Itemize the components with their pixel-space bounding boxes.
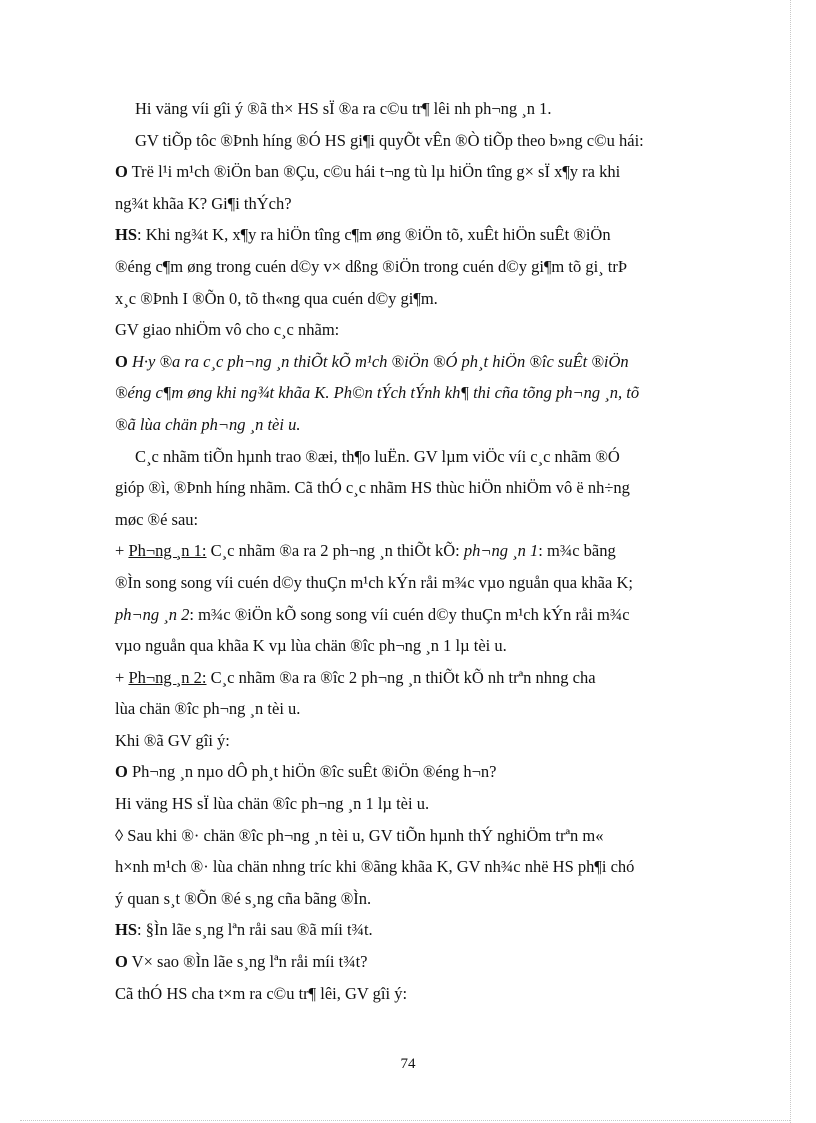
option-marker: + [115, 667, 129, 687]
line-text: Ph¬ng ¸n nµo dÔ ph¸t hiÖn ®îc suÊt ®iÖn ®éng h¬n? [127, 762, 497, 782]
question-line [115, 346, 739, 378]
body-line [115, 188, 739, 220]
line-text: gióp ®ì, ®Þnh híng nhãm. Cã thÓ c¸c nhãm HS thùc hiÖn nhiÖm vô ë nh÷ng [115, 478, 630, 498]
option-line [115, 662, 739, 694]
body-line [115, 693, 739, 725]
line-text: ®ã lùa chän ph¬ng ¸n tèi u. [115, 414, 301, 434]
line-text: ®éng c¶m øng trong cuén d©y v× dßng ®iÖn trong cuén d©y gi¶m tõ gi¸ trÞ [115, 256, 628, 276]
line-text: : Khi ng¾t K, x¶y ra hiÖn tîng c¶m øng ®iÖn tõ, xuÊt hiÖn suÊt ®iÖn [137, 225, 611, 245]
answer-line [115, 914, 739, 946]
line-text: x¸c ®Þnh I ®Õn 0, tõ th«ng qua cuén d©y gi¶m. [115, 288, 438, 308]
line-text: C¸c nhãm ®a ra ®îc 2 ph¬ng ¸n thiÕt kÕ nh trªn nhng cha [206, 667, 596, 687]
page-border-right [790, 0, 791, 1123]
answer-label: HS [115, 920, 138, 940]
line-text: : m¾c ®iÖn kÕ song song víi cuén d©y thuÇn m¹ch kÝn råi m¾c [189, 604, 630, 624]
answer-label: HS [115, 225, 138, 245]
question-line [115, 756, 739, 788]
line-text: ng¾t khãa K? Gi¶i thÝch? [115, 193, 292, 213]
line-text: GV tiÕp tôc ®Þnh híng ®Ó HS gi¶i quyÕt vÊn ®Ò tiÕp theo b»ng c©u hái: [135, 130, 644, 150]
option-marker: + [115, 541, 129, 561]
line-text: ®éng c¶m øng khi ng¾t khãa K. Ph©n tÝch tÝnh kh¶ thi cña tõng ph¬ng ¸n, tõ [115, 383, 640, 403]
body-line [115, 883, 739, 915]
page-body [115, 93, 739, 1009]
page-number: 74 [400, 1056, 416, 1072]
body-line [115, 978, 739, 1010]
body-line [115, 630, 739, 662]
body-line [115, 441, 739, 473]
option-heading: Ph¬ng ¸n 1: [128, 541, 207, 561]
body-line [115, 283, 739, 315]
line-text: vµo nguån qua khãa K vµ lùa chän ®îc ph¬ng ¸n 1 lµ tèi u. [115, 636, 507, 656]
question-line [115, 156, 739, 188]
line-text: GV giao nhiÖm vô cho c¸c nhãm: [115, 320, 340, 340]
body-line [115, 599, 739, 631]
body-line [115, 504, 739, 536]
question-marker: O [115, 351, 128, 371]
body-line [115, 472, 739, 504]
question-line [115, 946, 739, 978]
body-line [115, 567, 739, 599]
body-line [115, 820, 739, 852]
line-text: lùa chän ®îc ph¬ng ¸n tèi u. [115, 699, 301, 719]
line-text: Hi väng HS sÏ lùa chän ®îc ph¬ng ¸n 1 lµ tèi u. [115, 794, 430, 814]
option-ref: ph¬ng ¸n 1 [463, 541, 539, 561]
body-line [115, 409, 739, 441]
line-text: ®Ìn song song víi cuén d©y thuÇn m¹ch kÝn råi m¾c vµo nguån qua khãa K; [115, 572, 633, 592]
line-text: : m¾c bãng [538, 541, 616, 561]
line-text: h×nh m¹ch ®· lùa chän nhng tríc khi ®ãng khãa K, GV nh¾c nhë HS ph¶i chó [115, 857, 635, 877]
option-heading: Ph¬ng ¸n 2: [128, 667, 207, 687]
line-text: C¸c nhãm tiÕn hµnh trao ®æi, th¶o luËn. GV lµm viÖc víi c¸c nhãm ®Ó [135, 446, 620, 466]
body-line [115, 125, 739, 157]
body-line [115, 725, 739, 757]
line-text: V× sao ®Ìn lãe s¸ng lªn råi míi t¾t? [127, 952, 368, 972]
option-line [115, 535, 739, 567]
question-marker: O [115, 762, 128, 782]
body-line [115, 788, 739, 820]
line-text: Cã thÓ HS cha t×m ra c©u tr¶ lêi, GV gîi ý: [115, 983, 408, 1003]
body-line [115, 314, 739, 346]
line-text: : §Ìn lãe s¸ng lªn råi sau ®ã míi t¾t. [137, 920, 373, 940]
line-text: C¸c nhãm ®a ra 2 ph¬ng ¸n thiÕt kÕ: [206, 541, 464, 561]
line-text: Trë l¹i m¹ch ®iÖn ban ®Çu, c©u hái t¬ng tù lµ hiÖn tîng g× sÏ x¶y ra khi [127, 162, 621, 182]
body-line [115, 93, 739, 125]
body-line [115, 377, 739, 409]
question-marker: O [115, 952, 128, 972]
option-ref: ph¬ng ¸n 2 [115, 604, 190, 624]
body-line [115, 851, 739, 883]
line-text: møc ®é sau: [115, 509, 199, 529]
question-marker: O [115, 162, 128, 182]
line-text: Khi ®ã GV gîi ý: [115, 730, 230, 750]
line-text: Hi väng víi gîi ý ®ã th× HS sÏ ®a ra c©u tr¶ lêi nh ph¬ng ¸n 1. [135, 99, 552, 118]
page-border-bottom [20, 1120, 790, 1121]
line-text: H·y ®a ra c¸c ph¬ng ¸n thiÕt kÕ m¹ch ®iÖn ®Ó ph¸t hiÖn ®îc suÊt ®iÖn [127, 351, 629, 371]
line-text: ◊ Sau khi ®· chän ®îc ph¬ng ¸n tèi u, GV tiÕn hµnh thÝ nghiÖm trªn m« [115, 825, 604, 845]
answer-line [115, 219, 739, 251]
line-text: ý quan s¸t ®Õn ®é s¸ng cña bãng ®Ìn. [115, 888, 372, 908]
body-line [115, 251, 739, 283]
